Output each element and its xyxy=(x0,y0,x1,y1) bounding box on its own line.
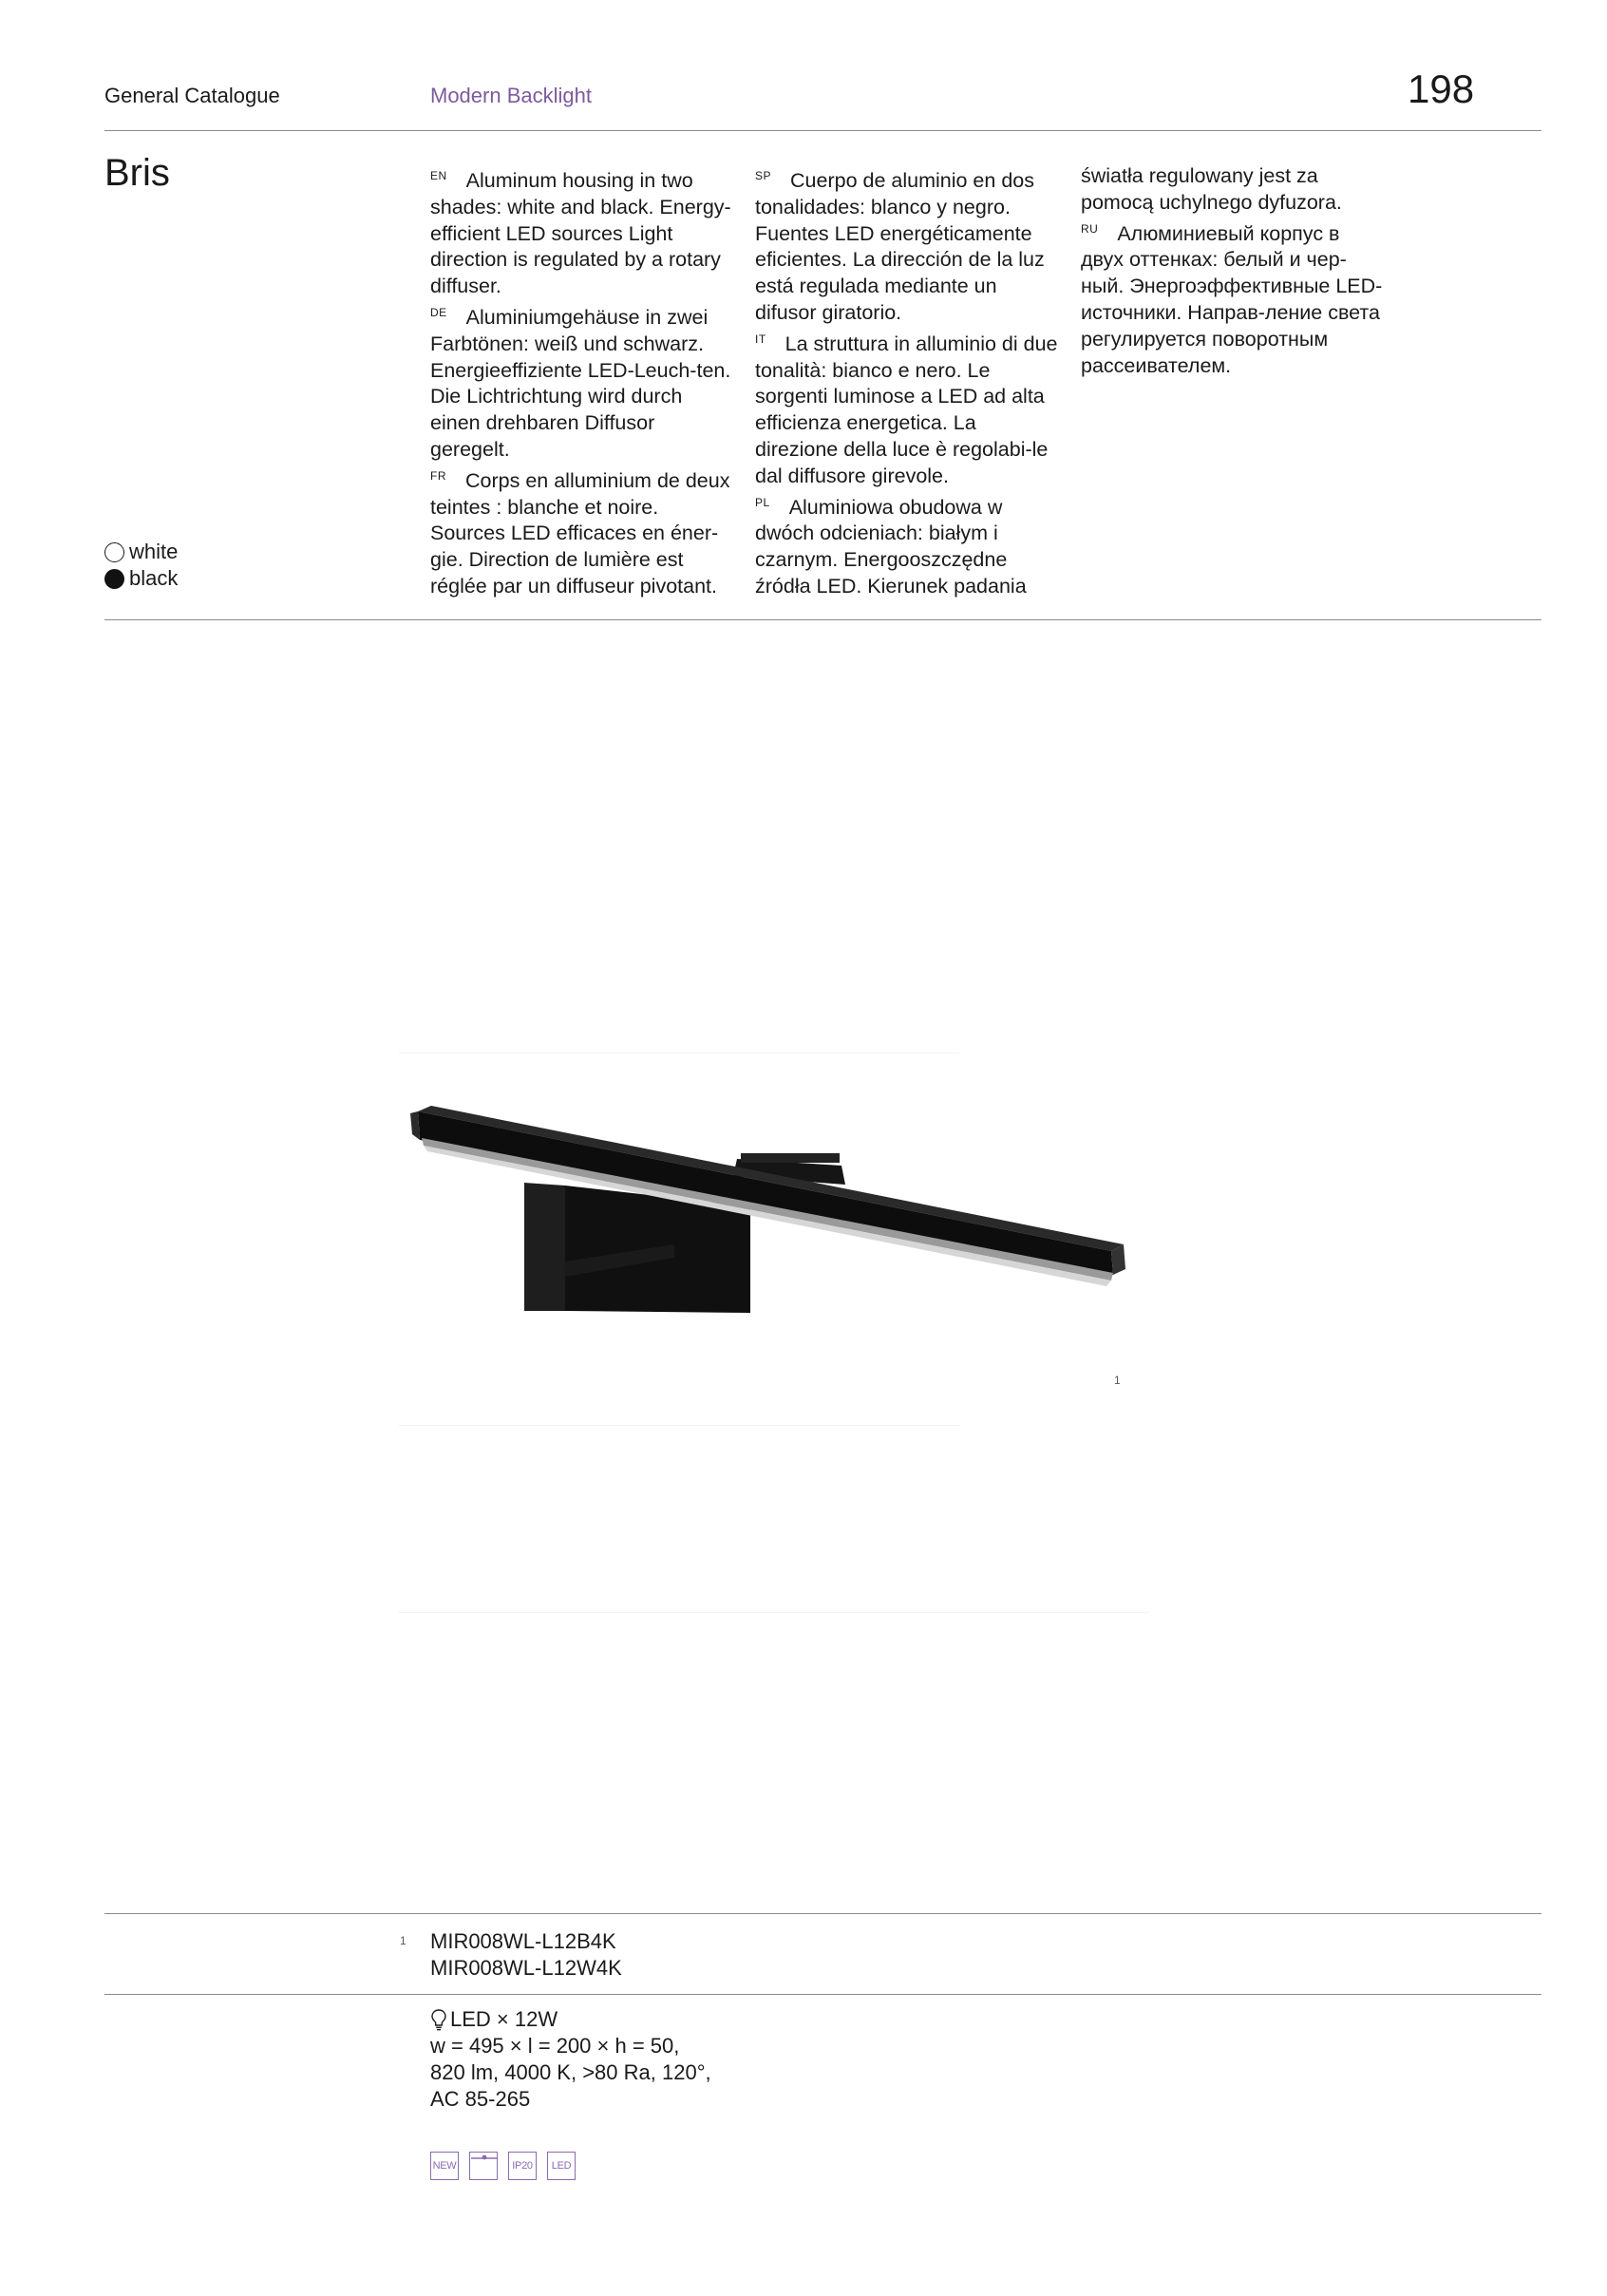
description-text: Aluminum housing in two shades: white and black. Energy-efficient LED sources Light direction is regulated by a rotary diffuser. xyxy=(430,169,731,298)
light-source xyxy=(430,2006,772,2033)
article-code: MIR008WL-L12B4K xyxy=(430,1929,616,1953)
header-divider xyxy=(104,130,1541,131)
description-column-3 xyxy=(1081,163,1385,379)
article-codes xyxy=(430,1928,622,1982)
description-text: Aluminiumgehäuse in zwei Farbtönen: weiß und schwarz. Energieeffiziente LED-Leuch-ten. Die Lichtrichtung wird durch einen drehbaren Diffusor geregelt. xyxy=(430,305,731,461)
codes-divider-bottom xyxy=(104,1994,1541,1995)
ip20-badge xyxy=(508,2152,537,2180)
description-pl-continued: światła regulowany jest za pomocą uchylnego dyfuzora. xyxy=(1081,164,1342,214)
color-options xyxy=(104,539,178,592)
description-en xyxy=(430,163,734,300)
ip20-badge-label: IP20 xyxy=(512,2160,533,2172)
description-text: Алюминиевый корпус в двух оттенках: белый и чер-ный. Энергоэффективные LED-источники. Направ-ление света регулируется поворотным рассеивателем. xyxy=(1081,221,1383,377)
description-ru xyxy=(1081,217,1385,380)
color-option-white xyxy=(104,539,178,565)
product-image xyxy=(399,1054,1159,1615)
led-badge-label: LED xyxy=(551,2160,572,2172)
product-name: Bris xyxy=(104,152,170,194)
item-number: 1 xyxy=(400,1934,406,1947)
color-label-white: white xyxy=(129,540,179,563)
new-badge xyxy=(430,2152,459,2180)
led-badge xyxy=(547,2152,576,2180)
description-it xyxy=(755,327,1059,490)
lang-code: DE xyxy=(430,305,447,319)
codes-divider-top xyxy=(104,1913,1541,1914)
figure-number: 1 xyxy=(1114,1374,1121,1387)
color-label-black: black xyxy=(129,566,179,590)
description-text: Cuerpo de aluminio en dos tonalidades: blanco y negro. Fuentes LED energéticamente eficientes. La dirección de la luz está regulada mediante un difusor giratorio. xyxy=(755,169,1045,324)
description-text: La struttura in alluminio di due tonalità: bianco e nero. Le sorgenti luminose a LED ad alta efficienza energetica. La direzione della luce è regolabi-le dal diffusore girevole. xyxy=(755,332,1058,487)
description-fr xyxy=(430,464,734,600)
feature-badges xyxy=(430,2152,576,2180)
article-code: MIR008WL-L12W4K xyxy=(430,1956,622,1980)
description-divider xyxy=(104,619,1541,620)
bulb-icon xyxy=(430,2008,447,2031)
section-title: Modern Backlight xyxy=(430,84,592,107)
catalogue-title: General Catalogue xyxy=(104,84,280,107)
lang-code: PL xyxy=(755,495,770,509)
photometry: 820 lm, 4000 K, >80 Ra, 120°, xyxy=(430,2060,711,2084)
description-pl xyxy=(755,490,1059,600)
wall-mount-icon xyxy=(469,2152,498,2180)
new-badge-label: NEW xyxy=(432,2160,457,2172)
power-supply: AC 85-265 xyxy=(430,2087,531,2111)
description-de xyxy=(430,300,734,464)
light-source-text: LED × 12W xyxy=(450,2007,558,2031)
lang-code: SP xyxy=(755,169,772,182)
lang-code: EN xyxy=(430,169,447,182)
description-column-2 xyxy=(755,163,1059,600)
lang-code: IT xyxy=(755,332,766,346)
white-swatch-icon xyxy=(104,542,124,562)
dimensions: w = 495 × l = 200 × h = 50, xyxy=(430,2034,680,2058)
specifications xyxy=(430,2006,772,2113)
description-text: Corps en alluminium de deux teintes : blanche et noire. Sources LED efficaces en éner-gie. Direction de lumière est réglée par un diffuseur pivotant. xyxy=(430,468,730,598)
page-number: 198 xyxy=(1408,66,1475,111)
black-swatch-icon xyxy=(104,569,124,589)
description-sp xyxy=(755,163,1059,327)
lang-code: RU xyxy=(1081,221,1099,236)
color-option-black xyxy=(104,565,178,592)
description-column-1 xyxy=(430,163,734,600)
description-text: Aluminiowa obudowa w dwóch odcieniach: białym i czarnym. Energooszczędne źródła LED. Kierunek padania xyxy=(755,495,1027,598)
lang-code: FR xyxy=(430,468,446,483)
